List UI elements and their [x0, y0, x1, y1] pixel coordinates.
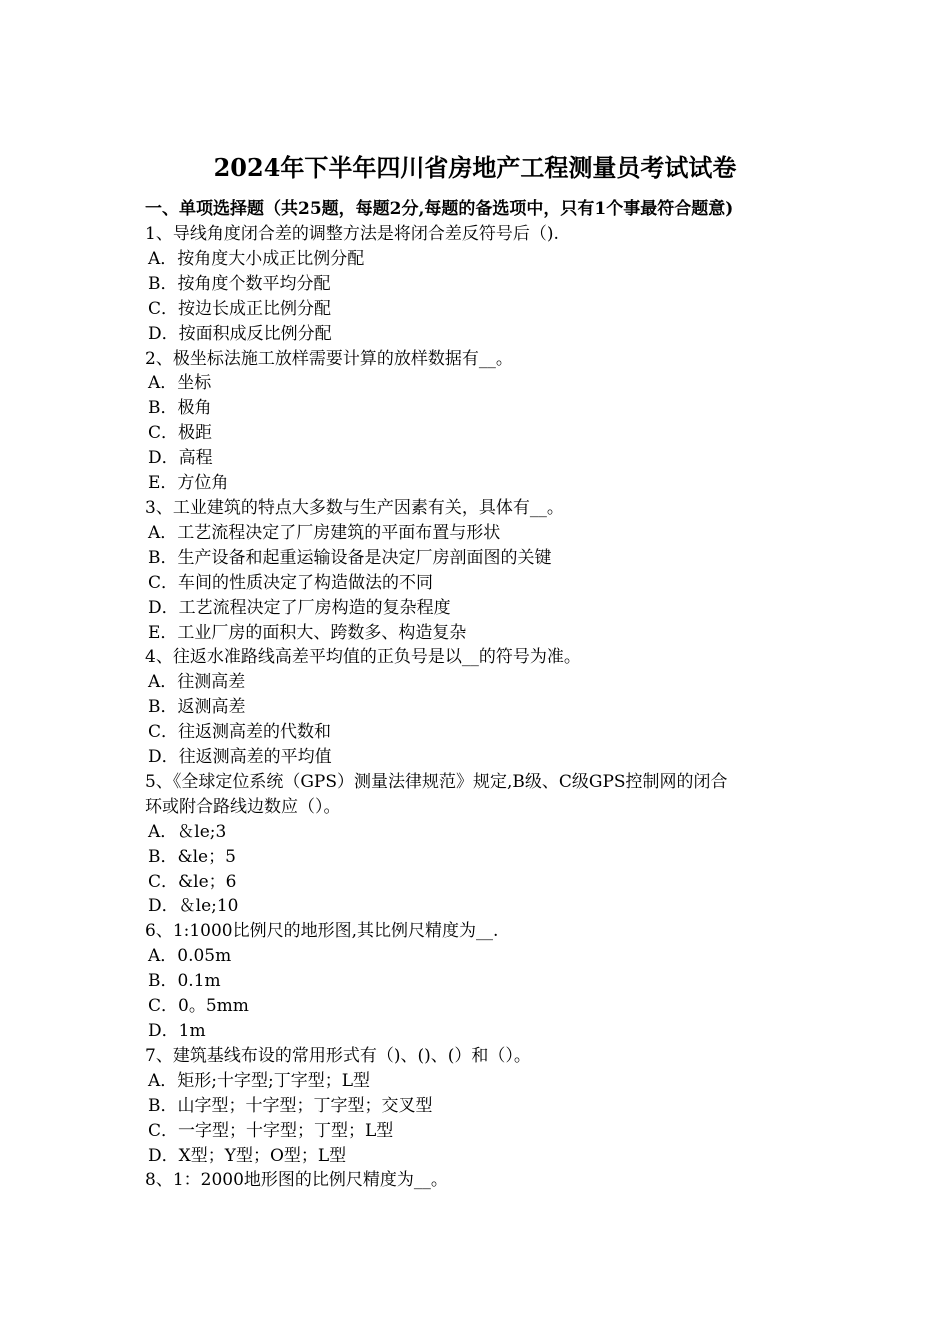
option-6d: D．1m	[148, 1021, 206, 1041]
option-2b: B．极角	[148, 398, 212, 419]
question-8: 8、1：2000地形图的比例尺精度为__。	[145, 1170, 448, 1191]
question-6: 6、1:1000比例尺的地形图,其比例尺精度为__.	[145, 921, 499, 942]
option-2c: C．极距	[148, 423, 213, 444]
option-3d: D．工艺流程决定了厂房构造的复杂程度	[148, 597, 451, 618]
option-1c: C．按边长成正比例分配	[148, 298, 332, 319]
option-3c: C．车间的性质决定了构造做法的不同	[148, 572, 434, 593]
option-4c: C．往返测高差的代数和	[148, 722, 332, 743]
question-4: 4、往返水准路线高差平均值的正负号是以__的符号为准。	[145, 647, 581, 668]
option-6c: C．0。5mm	[148, 996, 249, 1017]
exam-content	[145, 197, 813, 1193]
option-3b: B．生产设备和起重运输设备是决定厂房剖面图的关键	[148, 547, 552, 568]
question-2: 2、极坐标法施工放样需要计算的放样数据有__。	[145, 348, 513, 369]
option-5b: B．&le；5	[148, 846, 236, 867]
option-4b: B．返测高差	[148, 697, 246, 718]
option-5d: D．＆le;10	[148, 896, 239, 917]
option-2a: A．坐标	[148, 373, 212, 394]
option-5a: A．＆le;3	[148, 821, 227, 842]
option-3a: A．工艺流程决定了厂房建筑的平面布置与形状	[148, 522, 501, 543]
option-7a: A．矩形;十字型;丁字型；L型	[148, 1070, 371, 1091]
question-3: 3、工业建筑的特点大多数与生产因素有关，具体有__。	[145, 497, 564, 518]
option-5c: C．&le；6	[148, 871, 237, 892]
option-7d: D．X型；Y型；O型；L型	[148, 1145, 347, 1166]
option-4d: D．往返测高差的平均值	[148, 747, 332, 768]
option-1b: B．按角度个数平均分配	[148, 273, 331, 294]
option-1d: D．按面积成反比例分配	[148, 323, 332, 344]
question-5: 5、《全球定位系统（GPS）测量法律规范》规定,B级、C级GPS控制网的闭合	[145, 771, 728, 792]
section-heading: 一、单项选择题（共25题，每题2分,每题的备选项中，只有1个事最符合题意)	[145, 199, 734, 219]
option-7c: C．一字型；十字型；丁型；L型	[148, 1120, 394, 1141]
option-6b: B．0.1m	[148, 971, 221, 992]
option-4a: A．往测高差	[148, 672, 246, 693]
option-3e: E．工业厂房的面积大、跨数多、构造复杂	[148, 622, 467, 643]
question-1: 1、导线角度闭合差的调整方法是将闭合差反符号后（).	[145, 224, 559, 244]
option-7b: B．山字型；十字型；丁字型；交叉型	[148, 1095, 433, 1116]
option-2e: E．方位角	[148, 473, 229, 494]
page-title: 2024年下半年四川省房地产工程测量员考试试卷	[213, 153, 737, 182]
question-7: 7、建筑基线布设的常用形式有（)、()、(）和（）。	[145, 1045, 531, 1066]
option-2d: D．高程	[148, 448, 213, 469]
option-1a: A．按角度大小成正比例分配	[148, 248, 365, 269]
option-6a: A．0.05m	[148, 946, 232, 967]
question-5-continued: 环或附合路线边数应（）。	[145, 796, 341, 817]
